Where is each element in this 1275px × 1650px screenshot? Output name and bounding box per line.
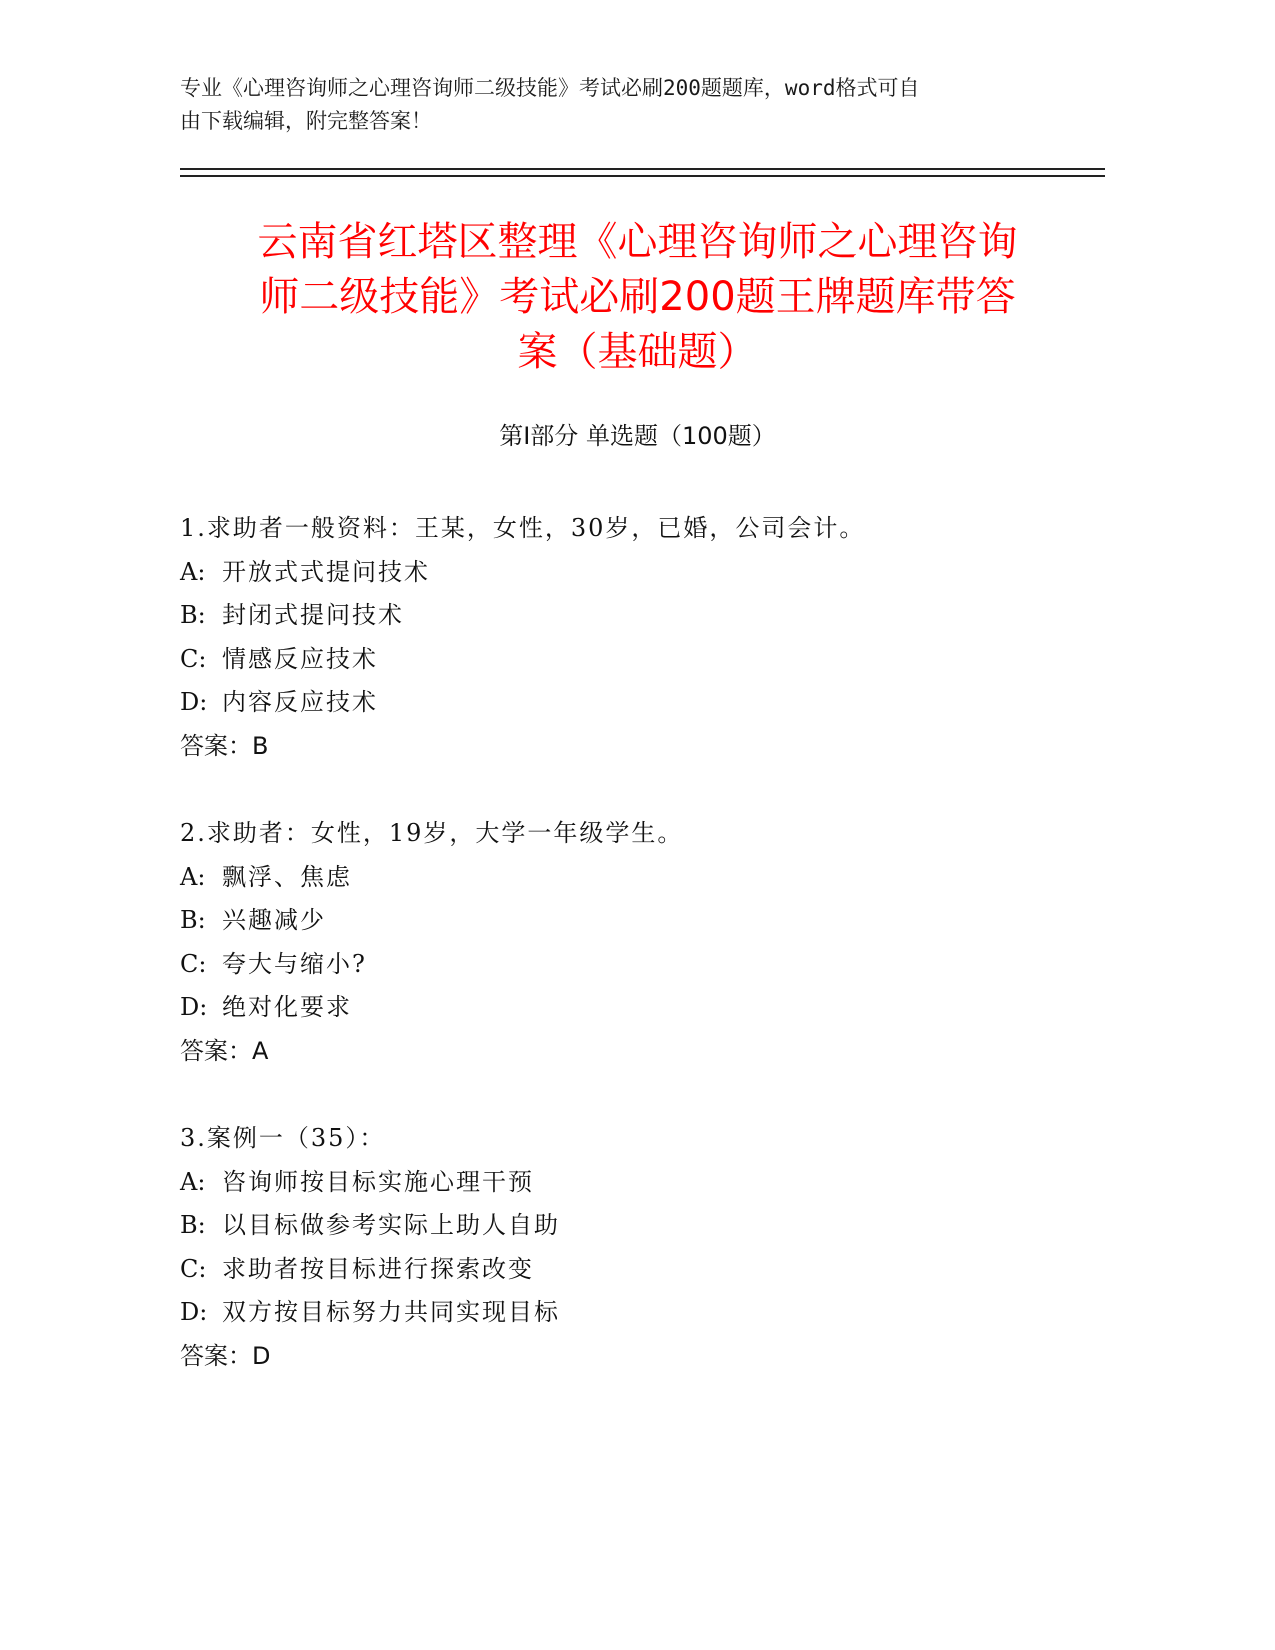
option-text: 咨询师按目标实施心理干预 xyxy=(222,1167,534,1196)
option-text: 兴趣减少 xyxy=(222,906,326,934)
option-key: B: xyxy=(180,906,206,934)
option-text: 以目标做参考实际上助人自助 xyxy=(222,1211,560,1239)
question-2 xyxy=(180,812,1080,1073)
option-d xyxy=(180,681,1080,725)
question-1 xyxy=(180,507,1080,768)
question-stem: 2.求助者：女性，19岁，大学一年级学生。 xyxy=(180,819,684,847)
title-line-1: 云南省红塔区整理《心理咨询师之心理咨询 xyxy=(257,219,1018,265)
header-divider-top xyxy=(180,168,1105,170)
question-stem: 3.案例一（35）： xyxy=(180,1124,386,1152)
option-text: 飘浮、焦虑 xyxy=(222,862,352,891)
option-key: A: xyxy=(180,557,206,586)
option-key: D: xyxy=(180,688,208,716)
option-text: 内容反应技术 xyxy=(222,688,378,716)
title-line-3: 案（基础题） xyxy=(517,329,758,375)
section-heading: 第Ⅰ部分 单选题（100题） xyxy=(499,422,776,450)
title-line-2: 师二级技能》考试必刷200题王牌题库带答 xyxy=(259,274,1016,320)
option-key: A: xyxy=(180,1167,206,1196)
option-key: D: xyxy=(180,993,208,1021)
option-key: C: xyxy=(180,644,207,673)
option-text: 绝对化要求 xyxy=(222,993,352,1021)
option-key: C: xyxy=(180,949,207,978)
option-a xyxy=(180,1161,1080,1205)
document-title xyxy=(180,215,1095,380)
intro-line-2: 由下载编辑，附完整答案！ xyxy=(180,109,432,133)
option-key: D: xyxy=(180,1298,208,1326)
option-a xyxy=(180,856,1080,900)
option-text: 求助者按目标进行探索改变 xyxy=(222,1254,534,1283)
option-b xyxy=(180,594,1080,638)
option-text: 双方按目标努力共同实现目标 xyxy=(222,1298,560,1326)
option-key: B: xyxy=(180,601,206,629)
option-b xyxy=(180,1204,1080,1248)
option-key: B: xyxy=(180,1211,206,1239)
option-text: 夸大与缩小? xyxy=(222,949,367,978)
option-a xyxy=(180,551,1080,595)
option-key: C: xyxy=(180,1254,207,1283)
option-d xyxy=(180,986,1080,1030)
question-stem: 1.求助者一般资料：王某，女性，30岁，已婚，公司会计。 xyxy=(180,514,866,542)
option-key: A: xyxy=(180,862,206,891)
document-intro xyxy=(180,72,1060,138)
intro-line-1: 专业《心理咨询师之心理咨询师二级技能》考试必刷200题题库，word格式可自 xyxy=(180,76,920,100)
option-c xyxy=(180,638,1080,682)
option-text: 情感反应技术 xyxy=(222,644,378,673)
answer: 答案：D xyxy=(180,1341,271,1370)
option-text: 开放式式提问技术 xyxy=(222,557,430,586)
option-c xyxy=(180,1248,1080,1292)
question-3 xyxy=(180,1117,1080,1378)
option-b xyxy=(180,899,1080,943)
option-d xyxy=(180,1291,1080,1335)
option-text: 封闭式提问技术 xyxy=(222,601,404,629)
option-c xyxy=(180,943,1080,987)
header-divider-bottom xyxy=(180,175,1105,177)
answer: 答案：B xyxy=(180,731,269,760)
answer: 答案：A xyxy=(180,1036,269,1065)
